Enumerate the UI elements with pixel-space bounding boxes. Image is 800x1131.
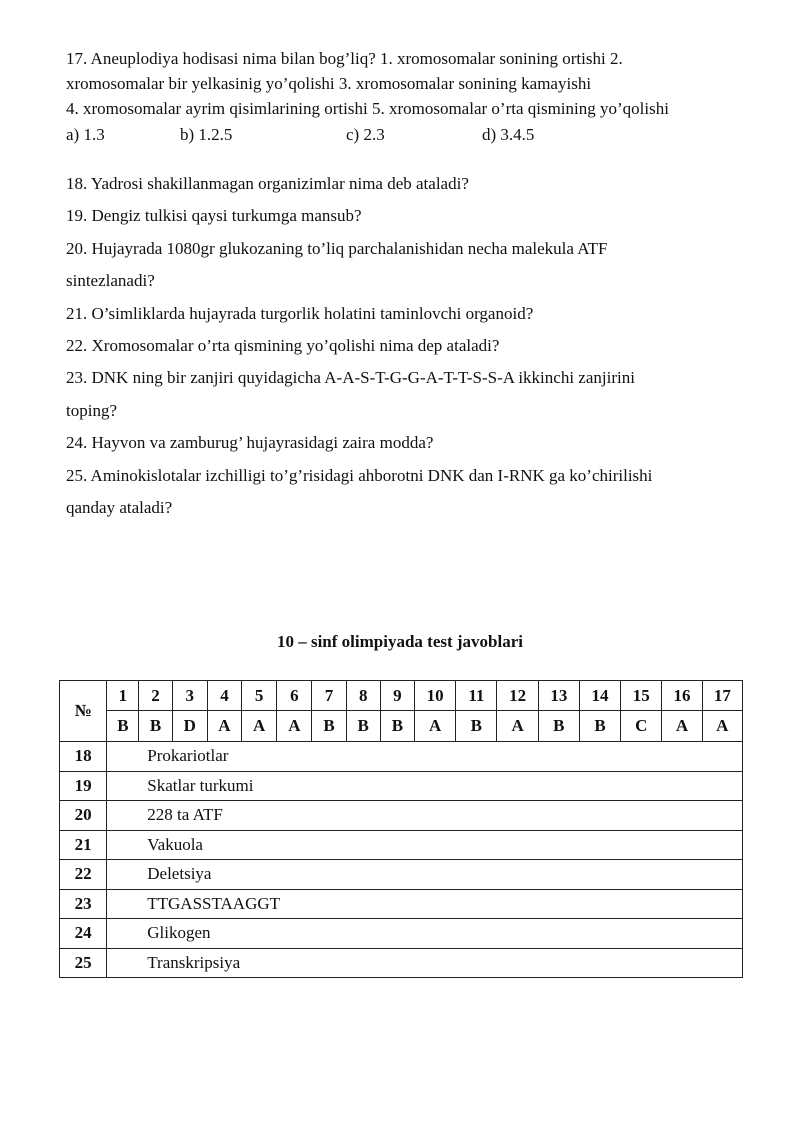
question-number-cell: 3 [172,681,207,711]
question-line: sintezlanadi? [66,271,155,291]
row-answer-cell: Skatlar turkumi [107,771,743,801]
question-line: 19. Dengiz tulkisi qaysi turkumga mansub? [66,206,362,226]
answer-letter-cell: A [415,711,456,742]
question-line: 21. O’simliklarda hujayrada turgorlik holatini taminlovchi organoid? [66,303,534,323]
answer-letter-cell: B [579,711,620,742]
question-line: 22. Xromosomalar o’rta qismining yo’qolishi nima dep ataladi? [66,336,500,356]
question-number-cell: 17 [702,681,742,711]
answer-letter-cell: B [456,711,497,742]
answer-number-row [60,681,743,711]
row-answer-cell: TTGASSTAAGGT [107,889,743,919]
row-number-cell: 20 [60,801,107,831]
row-number-cell: 22 [60,860,107,890]
question-number-cell: 1 [107,681,139,711]
question-number-cell: 7 [312,681,346,711]
question-line: 23. DNK ning bir zanjiri quyidagicha A-A-S-T-G-G-A-T-T-S-S-A ikkinchi zanjirini [66,368,635,388]
question-list [66,168,756,524]
question-number-cell: 8 [346,681,380,711]
question-line: qanday ataladi? [66,498,173,518]
question-number-cell: 12 [497,681,538,711]
answer-letter-cell: B [346,711,380,742]
answer-letter-cell: A [497,711,538,742]
answers-table [59,680,743,978]
answer-letter-cell: A [662,711,702,742]
table-row [60,919,743,949]
question-line: 18. Yadrosi shakillanmagan organizimlar nima deb ataladi? [66,174,469,193]
row-answer-cell: Transkripsiya [107,948,743,978]
answer-letter-cell: B [380,711,414,742]
question-line: 24. Hayvon va zamburug’ hujayrasidagi zaira modda? [66,433,434,453]
question-number-cell: 14 [579,681,620,711]
answer-letter-cell: A [207,711,241,742]
answer-letter-row [60,711,743,742]
question-number-cell: 13 [538,681,579,711]
answer-letter-cell: D [172,711,207,742]
answer-letter-cell: C [621,711,662,742]
table-row [60,948,743,978]
question-number-cell: 11 [456,681,497,711]
question-number-cell: 9 [380,681,414,711]
row-answer-cell: Deletsiya [107,860,743,890]
table-row [60,801,743,831]
row-answer-cell: Vakuola [107,830,743,860]
question-17-line: 4. xromosomalar ayrim qisimlarining ortishi 5. xromosomalar o’rta qismining yo’qolishi [66,99,669,118]
question-number-cell: 4 [207,681,241,711]
answer-letter-cell: B [312,711,346,742]
option-a: a) 1.3 [66,125,105,144]
option-d: d) 3.4.5 [482,125,535,144]
row-number-cell: 19 [60,771,107,801]
question-number-cell: 6 [277,681,312,711]
question-number-cell: 5 [242,681,277,711]
row-number-cell: 24 [60,919,107,949]
answer-letter-cell: A [277,711,312,742]
question-17-line: 17. Aneuplodiya hodisasi nima bilan bog’liq? 1. xromosomalar sonining ortishi 2. [66,49,623,68]
answers-title: 10 – sinf olimpiyada test javoblari [276,632,524,651]
option-b: b) 1.2.5 [180,125,233,144]
question-17-line: xromosomalar bir yelkasinig yo’qolishi 3. xromosomalar sonining kamayishi [66,74,592,93]
question-number-cell: 15 [621,681,662,711]
number-sign-header: № [60,681,107,742]
question-number-cell: 2 [139,681,172,711]
question-line: 25. Aminokislotalar izchilligi to’g’risidagi ahborotni DNK dan I-RNK ga ko’chirilishi [66,465,653,485]
row-number-cell: 21 [60,830,107,860]
row-answer-cell: Prokariotlar [107,742,743,772]
option-c: c) 2.3 [346,125,385,144]
answer-letter-cell: B [107,711,139,742]
row-answer-cell: 228 ta ATF [107,801,743,831]
row-number-cell: 18 [60,742,107,772]
table-row [60,742,743,772]
answer-letter-cell: B [538,711,579,742]
table-row [60,860,743,890]
answer-letter-cell: A [242,711,277,742]
question-17-options [66,124,766,146]
question-line: toping? [66,400,117,420]
row-number-cell: 23 [60,889,107,919]
table-row [60,830,743,860]
row-answer-cell: Glikogen [107,919,743,949]
question-17 [66,46,756,121]
answer-letter-cell: B [139,711,172,742]
question-line: 20. Hujayrada 1080gr glukozaning to’liq parchalanishidan necha malekula ATF [66,238,608,258]
answer-letter-cell: A [702,711,742,742]
question-number-cell: 16 [662,681,702,711]
table-row [60,889,743,919]
table-row [60,771,743,801]
question-number-cell: 10 [415,681,456,711]
row-number-cell: 25 [60,948,107,978]
